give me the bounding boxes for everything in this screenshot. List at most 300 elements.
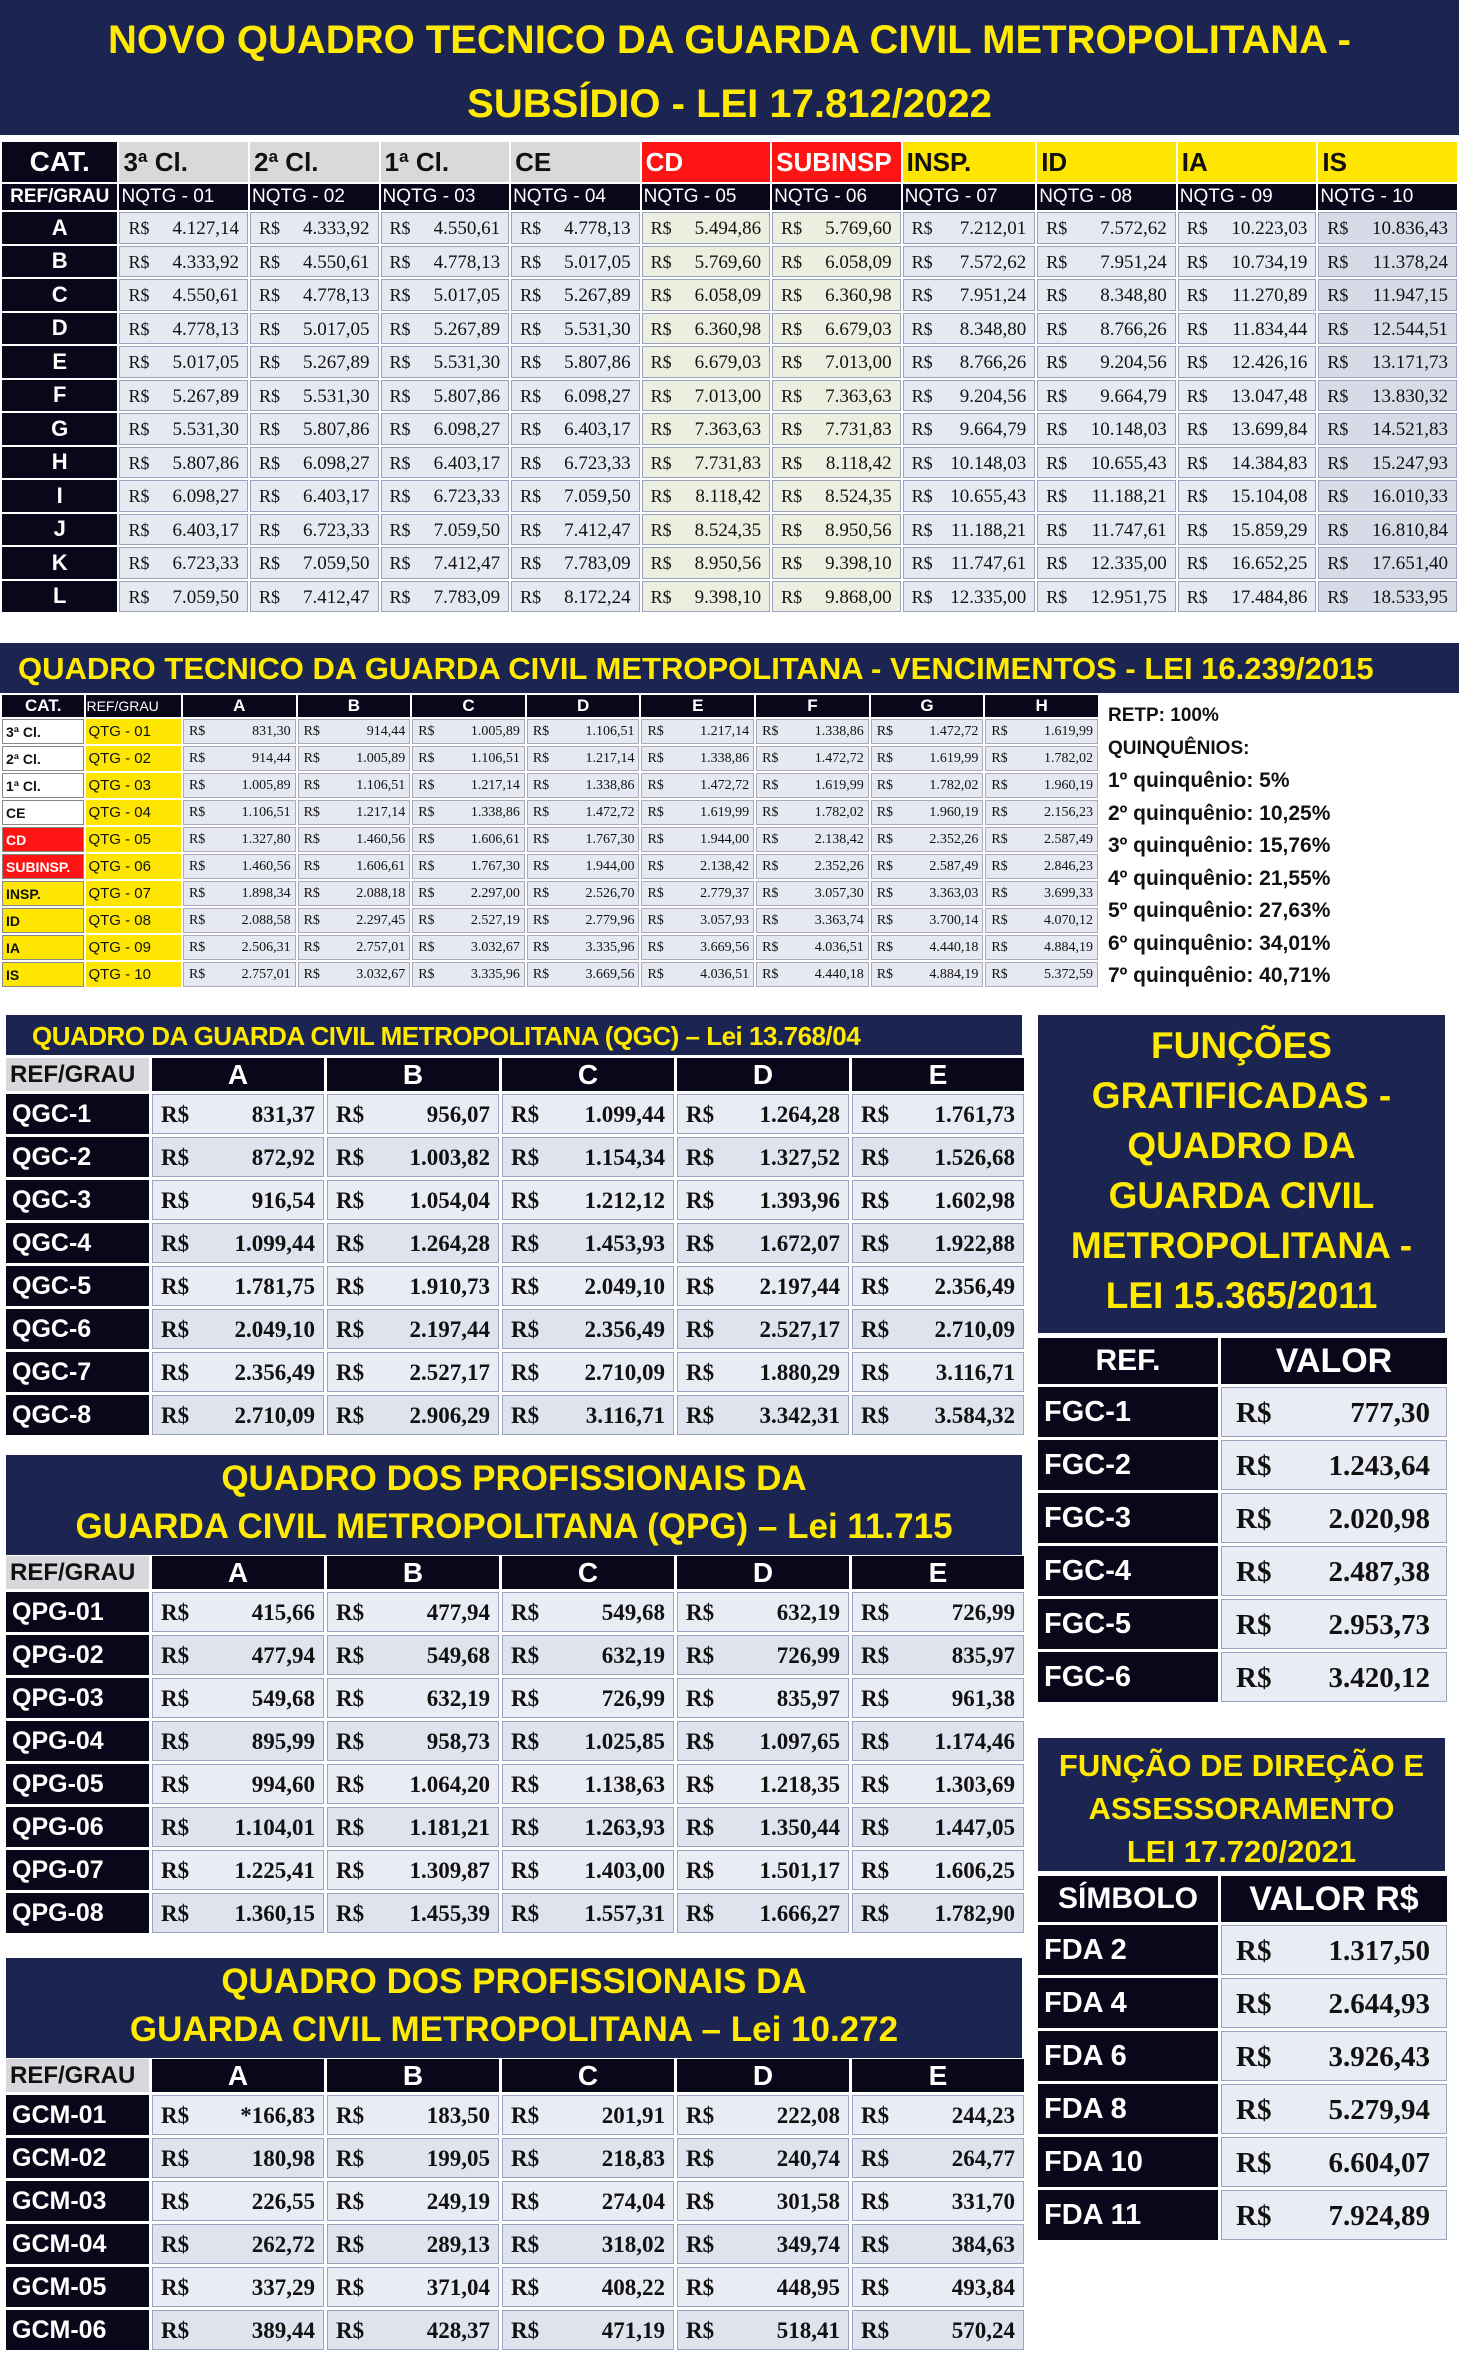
currency: R$ — [650, 452, 672, 473]
value: 477,94 — [426, 1600, 490, 1625]
currency: R$ — [686, 1231, 715, 1256]
currency: R$ — [647, 805, 664, 820]
cell — [772, 380, 901, 412]
cell — [1037, 480, 1176, 512]
value: 13.830,32 — [1372, 385, 1448, 407]
value: 8.172,24 — [564, 586, 631, 608]
cell — [756, 854, 869, 879]
cell — [985, 827, 1098, 852]
currency: R$ — [161, 2146, 190, 2171]
value: 244,23 — [951, 2103, 1015, 2128]
cell — [527, 827, 640, 852]
currency: R$ — [991, 832, 1008, 847]
value: 6.098,27 — [303, 452, 370, 474]
category: INSP. — [2, 881, 84, 906]
currency: R$ — [1046, 553, 1068, 573]
value: 2.156,23 — [1044, 805, 1093, 820]
ref-GCM-06: GCM-06 — [6, 2310, 149, 2350]
cell — [642, 279, 771, 311]
fgc-grid — [1035, 1335, 1450, 1705]
value: 1.557,31 — [584, 1901, 665, 1926]
value: 1.910,73 — [409, 1274, 490, 1299]
value: 240,74 — [776, 2146, 840, 2171]
currency: R$ — [303, 859, 320, 874]
cell — [250, 346, 379, 378]
currency: R$ — [389, 285, 411, 305]
ref-label: REF/GRAU — [86, 695, 181, 717]
currency: R$ — [511, 1403, 540, 1428]
value: 183,50 — [426, 2103, 490, 2128]
cell — [772, 581, 901, 613]
cell — [527, 854, 640, 879]
currency: R$ — [511, 1772, 540, 1797]
currency: R$ — [161, 1403, 190, 1428]
currency: R$ — [1327, 519, 1349, 540]
currency: R$ — [389, 452, 411, 473]
cell — [152, 1721, 324, 1761]
code-3: NQTG - 04 — [511, 184, 640, 210]
value: 12.544,51 — [1372, 318, 1448, 340]
value: 4.778,13 — [564, 218, 631, 239]
currency: R$ — [1236, 2041, 1272, 2073]
cell — [1318, 514, 1457, 546]
value: 961,38 — [951, 1686, 1015, 1711]
value: 2.846,23 — [1044, 859, 1093, 874]
value: 2.527,17 — [759, 1317, 840, 1342]
cell — [677, 2181, 849, 2221]
cell — [183, 881, 296, 906]
value: 3.032,67 — [470, 940, 520, 955]
value: 1.472,72 — [585, 805, 635, 820]
value: 2.527,17 — [409, 1360, 490, 1385]
cell — [871, 746, 984, 771]
currency: R$ — [647, 967, 664, 982]
value: 6.098,27 — [564, 385, 631, 407]
currency: R$ — [259, 285, 281, 305]
cell — [903, 380, 1036, 412]
currency: R$ — [520, 419, 542, 439]
cell — [1221, 2084, 1447, 2134]
value: 5.017,05 — [172, 352, 239, 373]
currency: R$ — [520, 553, 542, 573]
cell — [327, 1266, 499, 1306]
value: 1.782,90 — [934, 1901, 1015, 1926]
value: 17.651,40 — [1372, 553, 1448, 574]
cell — [641, 746, 754, 771]
currency: R$ — [511, 1274, 540, 1299]
currency: R$ — [336, 1102, 365, 1127]
currency: R$ — [336, 1901, 365, 1926]
value: 1.303,69 — [934, 1772, 1015, 1797]
value: 7.783,09 — [564, 553, 631, 574]
cell — [1318, 246, 1457, 278]
cell — [985, 908, 1098, 933]
currency: R$ — [686, 1815, 715, 1840]
currency: R$ — [511, 2146, 540, 2171]
cell — [871, 800, 984, 825]
value: 1.672,07 — [759, 1231, 840, 1256]
cell — [1221, 2190, 1447, 2240]
value: 726,99 — [601, 1686, 665, 1711]
currency: R$ — [781, 352, 803, 372]
col-D: D — [677, 1058, 849, 1091]
cell — [1037, 346, 1176, 378]
category-2: 1ª Cl. — [381, 142, 510, 182]
currency: R$ — [762, 967, 779, 982]
value: 1.317,50 — [1328, 1935, 1430, 1967]
value: 5.267,89 — [303, 352, 370, 373]
cell — [298, 962, 411, 987]
value: 8.118,42 — [695, 486, 762, 507]
currency: R$ — [418, 886, 435, 901]
currency: R$ — [650, 385, 672, 406]
value: 8.950,56 — [694, 553, 762, 574]
category-9: IS — [1318, 142, 1457, 182]
value: 222,08 — [776, 2103, 840, 2128]
currency: R$ — [861, 1102, 890, 1127]
value: 1.106,51 — [356, 778, 406, 793]
value: 1.217,14 — [470, 778, 520, 793]
currency: R$ — [128, 553, 150, 573]
value: 2.352,26 — [814, 859, 864, 874]
cell — [152, 1893, 324, 1933]
col-A: A — [152, 1556, 324, 1589]
cell — [502, 1850, 674, 1890]
value: 9.204,56 — [959, 385, 1027, 407]
title-line-0: FUNÇÃO DE DIREÇÃO E — [1058, 1748, 1425, 1783]
code: QTG - 01 — [86, 719, 181, 744]
cell — [1037, 413, 1176, 445]
ref-FDA-11: FDA 11 — [1038, 2190, 1218, 2240]
cell — [327, 1635, 499, 1675]
category: SUBINSP. — [2, 854, 84, 879]
currency: R$ — [188, 859, 206, 874]
currency: R$ — [418, 913, 435, 928]
ref-header: REF. — [1038, 1338, 1218, 1384]
value: 1.217,14 — [356, 805, 406, 820]
currency: R$ — [161, 1188, 190, 1213]
currency: R$ — [1327, 285, 1349, 305]
cell — [527, 746, 640, 771]
currency: R$ — [1236, 1935, 1272, 1967]
cell — [381, 279, 510, 311]
currency: R$ — [1236, 2147, 1272, 2179]
code: QTG - 07 — [86, 881, 181, 906]
value: 1.761,73 — [934, 1102, 1015, 1127]
cell — [502, 1764, 674, 1804]
value: 835,97 — [776, 1686, 840, 1711]
currency: R$ — [303, 805, 320, 820]
value: 6.679,03 — [825, 318, 892, 340]
value: 7.059,50 — [564, 486, 631, 507]
vencimentos-table — [0, 693, 1100, 1005]
value: 3.116,71 — [585, 1403, 665, 1428]
currency: R$ — [686, 1188, 715, 1213]
currency: R$ — [686, 1360, 715, 1385]
value: 4.127,14 — [172, 218, 239, 239]
cell — [641, 908, 754, 933]
cell — [871, 908, 984, 933]
cell — [1318, 413, 1457, 445]
value: 1.447,05 — [934, 1815, 1015, 1840]
cell — [1318, 212, 1457, 244]
ref-G: G — [2, 413, 117, 445]
ref-FDA-6: FDA 6 — [1038, 2031, 1218, 2081]
value: 2.297,00 — [470, 886, 520, 901]
currency: R$ — [336, 1815, 365, 1840]
ref-A: A — [2, 212, 117, 244]
cell — [327, 2095, 499, 2135]
currency: R$ — [911, 519, 933, 540]
cell — [381, 413, 510, 445]
currency: R$ — [389, 218, 411, 238]
currency: R$ — [161, 1274, 190, 1299]
cell — [381, 447, 510, 479]
value: 2.020,98 — [1328, 1503, 1430, 1535]
currency: R$ — [259, 318, 281, 339]
cell — [511, 380, 640, 412]
note-3: 2º quinquênio: 10,25% — [1108, 801, 1331, 825]
cell — [327, 1850, 499, 1890]
currency: R$ — [686, 1317, 715, 1342]
cell — [502, 2095, 674, 2135]
cell — [511, 514, 640, 546]
currency: R$ — [161, 1858, 190, 1883]
value: 1.225,41 — [234, 1858, 315, 1883]
value: 6.058,09 — [694, 285, 762, 306]
currency: R$ — [781, 251, 803, 272]
value: 4.550,61 — [303, 251, 370, 273]
value: 1.460,56 — [241, 859, 291, 874]
category: IA — [2, 935, 84, 960]
currency: R$ — [511, 2232, 540, 2257]
value: 895,99 — [251, 1729, 315, 1754]
value: 11.747,61 — [1091, 519, 1167, 541]
currency: R$ — [336, 1274, 365, 1299]
currency: R$ — [128, 285, 150, 305]
currency: R$ — [511, 1231, 540, 1256]
category: 2ª Cl. — [2, 746, 84, 771]
title-line-4: METROPOLITANA - — [1070, 1225, 1413, 1266]
currency: R$ — [511, 1360, 540, 1385]
value: 549,68 — [426, 1643, 490, 1668]
value: 7.731,83 — [694, 452, 762, 474]
currency: R$ — [650, 352, 672, 372]
value: 8.524,35 — [825, 486, 892, 507]
currency: R$ — [1327, 553, 1349, 573]
currency: R$ — [991, 913, 1008, 928]
cell — [502, 1721, 674, 1761]
cell — [502, 1352, 674, 1392]
currency: R$ — [520, 218, 542, 238]
ref-D: D — [2, 313, 117, 345]
currency: R$ — [762, 859, 779, 874]
cell — [756, 719, 869, 744]
value: 12.335,00 — [950, 586, 1027, 608]
currency: R$ — [911, 385, 933, 406]
value: 5.494,86 — [694, 218, 762, 239]
value: 1.106,51 — [470, 751, 520, 766]
currency: R$ — [161, 2232, 190, 2257]
value: 17.484,86 — [1231, 586, 1308, 608]
currency: R$ — [1236, 1397, 1272, 1429]
currency: R$ — [861, 2275, 890, 2300]
currency: R$ — [1046, 486, 1068, 506]
cell — [903, 547, 1036, 579]
value: 6.360,98 — [825, 285, 892, 306]
value: 1.005,89 — [356, 751, 406, 766]
value: 10.734,19 — [1231, 251, 1308, 273]
currency: R$ — [686, 1274, 715, 1299]
currency: R$ — [336, 1188, 365, 1213]
subsidio-grid — [0, 140, 1459, 614]
value: 14.521,83 — [1372, 419, 1448, 440]
ref-E: E — [2, 346, 117, 378]
currency: R$ — [1186, 285, 1208, 305]
cell — [677, 1721, 849, 1761]
cell — [327, 1395, 499, 1435]
cell — [772, 313, 901, 345]
cell — [756, 800, 869, 825]
currency: R$ — [1236, 2200, 1272, 2232]
currency: R$ — [389, 553, 411, 573]
category: CD — [2, 827, 84, 852]
value: 549,68 — [601, 1600, 665, 1625]
ref-QGC-4: QGC-4 — [6, 1223, 149, 1263]
currency: R$ — [511, 1643, 540, 1668]
value: 1.181,21 — [409, 1815, 490, 1840]
cell — [527, 881, 640, 906]
cell — [772, 279, 901, 311]
cell — [641, 800, 754, 825]
currency: R$ — [650, 318, 672, 339]
value: 10.223,03 — [1231, 218, 1308, 239]
cell — [152, 2095, 324, 2135]
cell — [381, 313, 510, 345]
currency: R$ — [686, 1772, 715, 1797]
category-8: IA — [1178, 142, 1317, 182]
currency: R$ — [991, 886, 1008, 901]
value: 1.106,51 — [585, 724, 635, 739]
value: 471,19 — [601, 2318, 665, 2343]
cell — [327, 1094, 499, 1134]
cell — [119, 246, 248, 278]
currency: R$ — [1046, 218, 1068, 238]
cell — [852, 1807, 1024, 1847]
currency: R$ — [876, 967, 894, 982]
value: 1.602,98 — [934, 1188, 1015, 1213]
ref-QPG-06: QPG-06 — [6, 1807, 149, 1847]
value: 8.118,42 — [825, 452, 892, 474]
ref-GCM-03: GCM-03 — [6, 2181, 149, 2221]
currency: R$ — [781, 318, 803, 339]
currency: R$ — [303, 967, 320, 982]
currency: R$ — [861, 1360, 890, 1385]
cell — [1318, 547, 1457, 579]
currency: R$ — [520, 519, 542, 540]
currency: R$ — [336, 1231, 365, 1256]
value: 4.550,61 — [172, 285, 239, 306]
currency: R$ — [876, 886, 894, 901]
cell — [641, 719, 754, 744]
cell — [152, 1094, 324, 1134]
currency: R$ — [520, 586, 542, 607]
currency: R$ — [520, 452, 542, 473]
ref-FDA-2: FDA 2 — [1038, 1925, 1218, 1975]
cell — [183, 935, 296, 960]
cell — [119, 346, 248, 378]
value: 6.679,03 — [694, 352, 762, 373]
value: 3.420,12 — [1328, 1662, 1430, 1694]
cell — [527, 962, 640, 987]
currency: R$ — [532, 940, 550, 955]
fda-grid — [1035, 1873, 1450, 2243]
cell — [642, 514, 771, 546]
cell — [298, 881, 411, 906]
vencimentos-title-bar — [0, 643, 1459, 693]
value: 1.005,89 — [470, 724, 520, 739]
value: 2.710,09 — [234, 1403, 315, 1428]
currency: R$ — [1186, 251, 1208, 272]
cell — [412, 719, 525, 744]
cell — [1221, 1978, 1447, 2028]
cell — [1221, 1493, 1447, 1543]
note-8: 7º quinquênio: 40,71% — [1108, 964, 1331, 987]
value: 1.767,30 — [585, 832, 635, 847]
cell — [642, 380, 771, 412]
currency: R$ — [161, 2189, 190, 2214]
main-subtitle: SUBSÍDIO - LEI 17.812/2022 — [467, 82, 992, 126]
ref-label: REF/GRAU — [6, 2059, 149, 2092]
value: 7.412,47 — [433, 553, 501, 574]
code: QTG - 08 — [86, 908, 181, 933]
cell — [985, 854, 1098, 879]
currency: R$ — [520, 385, 542, 406]
value: 2.049,10 — [584, 1274, 665, 1299]
title-line-1: GRATIFICADAS - — [1091, 1075, 1392, 1116]
cell — [1221, 1546, 1447, 1596]
currency: R$ — [686, 1901, 715, 1926]
currency: R$ — [876, 751, 894, 766]
value: 4.778,13 — [303, 285, 370, 306]
currency: R$ — [686, 1102, 715, 1127]
title-line-2: QUADRO DA — [1127, 1125, 1356, 1166]
currency: R$ — [876, 724, 894, 739]
value: 5.267,89 — [564, 285, 631, 306]
value: 1.781,75 — [234, 1274, 315, 1299]
currency: R$ — [861, 2189, 890, 2214]
currency: R$ — [861, 1317, 890, 1342]
currency: R$ — [876, 778, 894, 793]
cell — [903, 246, 1036, 278]
value: 1.453,93 — [584, 1231, 665, 1256]
cell — [152, 1678, 324, 1718]
currency: R$ — [1327, 385, 1349, 406]
col-B: B — [298, 695, 411, 717]
currency: R$ — [389, 486, 411, 506]
value: 1.898,34 — [241, 886, 291, 901]
value: 9.204,56 — [1100, 352, 1167, 373]
code: QTG - 09 — [86, 935, 181, 960]
cell — [642, 480, 771, 512]
currency: R$ — [1046, 452, 1068, 473]
currency: R$ — [161, 1772, 190, 1797]
col-A: A — [152, 1058, 324, 1091]
cell — [641, 773, 754, 798]
ref-FGC-2: FGC-2 — [1038, 1440, 1218, 1490]
qpg-title-2: GUARDA CIVIL METROPOLITANA (QPG) – Lei 11.715 — [75, 1507, 953, 1546]
cell — [852, 1266, 1024, 1306]
